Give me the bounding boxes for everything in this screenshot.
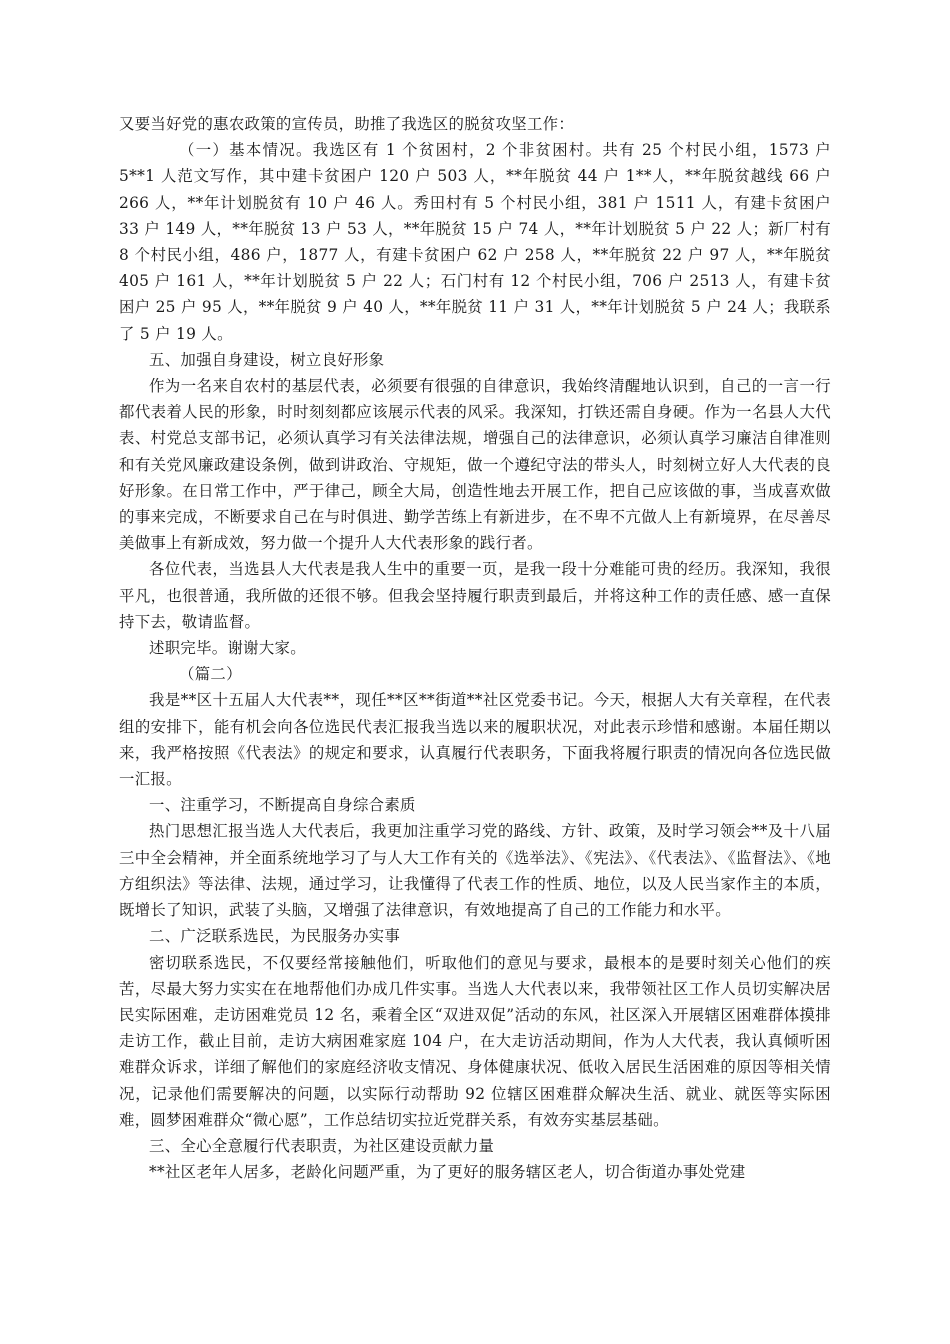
paragraph-closing-remarks: 各位代表，当选县人大代表是我人生中的重要一页，是我一段十分难能可贵的经历。我深知，我很平凡，也很普通，我所做的还很不够。但我会坚持履行职责到最后，并将这种工作的责任感、感一直保持下去，敬请监督。 [119,560,831,631]
section-heading-two: 二、广泛联系选民，为民服务办实事 [149,927,401,946]
section-heading-one: 一、注重学习，不断提高自身综合素质 [149,796,416,815]
paragraph-thanks: 述职完毕。谢谢大家。 [149,639,306,658]
paragraph-basic-situation: （一）基本情况。我选区有 1 个贫困村，2 个非贫困村。共有 25 个村民小组，1573 户 5**1 人范文写作，其中建卡贫困户 120 户 503 人，**年脱贫 44 户 1**人，**年脱贫越线 66 户 266 人，**年计划脱贫有 10 户 46 人。秀田村有 5 个村民小组，381 户 1511 人，有建卡贫困户 33 户 149 人，**年脱贫 13 户 53 人，**年脱贫 15 户 74 人，**年计划脱贫 5 户 22 人；新厂村有 8 个村民小组，486 户，1877 人，有建卡贫困户 62 户 258 人，**年脱贫 22 户 97 人，**年脱贫 405 户 161 人，**年计划脱贫 5 户 22 人；石门村有 12 个村民小组，706 户 2513 人，有建卡贫困户 25 户 95 人，**年脱贫 9 户 40 人，**年脱贫 11 户 31 人，**年计划脱贫 5 户 24 人；我联系了 5 户 19 人。 [119,141,831,343]
paragraph-study: 热门思想汇报当选人大代表后，我更加注重学习党的路线、方针、政策，及时学习领会**及十八届三中全会精神，并全面系统地学习了与人大工作有关的《选举法》、《宪法》、《代表法》、《监督法》、《地方组织法》等法律、法规，通过学习，让我懂得了代表工作的性质、地位，以及人民当家作主的本质，既增长了知识，武装了头脑，又增强了法律意识，有效地提高了自己的工作能力和水平。 [119,822,831,920]
paragraph-contact-voters: 密切联系选民，不仅要经常接触他们，听取他们的意见与要求，最根本的是要时刻关心他们的疾苦，尽最大努力实实在在地帮他们办成几件实事。当选人大代表以来，我带领社区工作人员切实解决居民实际困难，走访困难党员 12 名，乘着全区“双进双促”活动的东风，社区深入开展辖区困难群体摸排走访工作，截止目前，走访大病困难家庭 104 户，在大走访活动期间，作为人大代表，我认真倾听困难群众诉求，详细了解他们的家庭经济收支情况、身体健康状况、低收入居民生活困难的原因等相关情况，记录他们需要解决的问题，以实际行动帮助 92 位辖区困难群众解决生活、就业、就医等实际困难，圆梦困难群众“微心愿”，工作总结切实拉近党群关系，有效夯实基层基础。 [119,953,831,1129]
part-two-heading: （篇二） [179,665,242,684]
document-page [119,111,831,1185]
section-heading-three: 三、全心全意履行代表职责，为社区建设贡献力量 [149,1136,495,1155]
paragraph-continuation: 又要当好党的惠农政策的宣传员，助推了我选区的脱贫攻坚工作： [119,115,575,133]
paragraph-introduction: 我是**区十五届人大代表**，现任**区**街道**社区党委书记。今天，根据人大有关章程，在代表组的安排下，能有机会向各位选民代表汇报我当选以来的履职状况，对此表示珍惜和感谢。本届任期以来，我严格按照《代表法》的规定和要求，认真履行代表职务，下面我将履行职责的情况向各位选民做一汇报。 [119,691,831,789]
section-heading-five: 五、加强自身建设，树立良好形象 [149,350,385,369]
paragraph-self-discipline: 作为一名来自农村的基层代表，必须要有很强的自律意识，我始终清醒地认识到，自己的一言一行都代表着人民的形象，时时刻刻都应该展示代表的风采。我深知，打铁还需自身硬。作为一名县人大代表、村党总支部书记，必须认真学习有关法律法规，增强自己的法律意识，必须认真学习廉洁自律准则和有关党风廉政建设条例，做到讲政治、守规矩，做一个遵纪守法的带头人，时刻树立好人大代表的良好形象。在日常工作中，严于律己，顾全大局，创造性地去开展工作，把自己应该做的事，当成喜欢做的事来完成，不断要求自己在与时俱进、勤学苦练上有新进步，在不卑不亢做人上有新境界，在尽善尽美做事上有新成效，努力做一个提升人大代表形象的践行者。 [119,377,831,553]
paragraph-elderly-service: **社区老年人居多，老龄化问题严重，为了更好的服务辖区老人，切合街道办事处党建 [149,1163,746,1182]
